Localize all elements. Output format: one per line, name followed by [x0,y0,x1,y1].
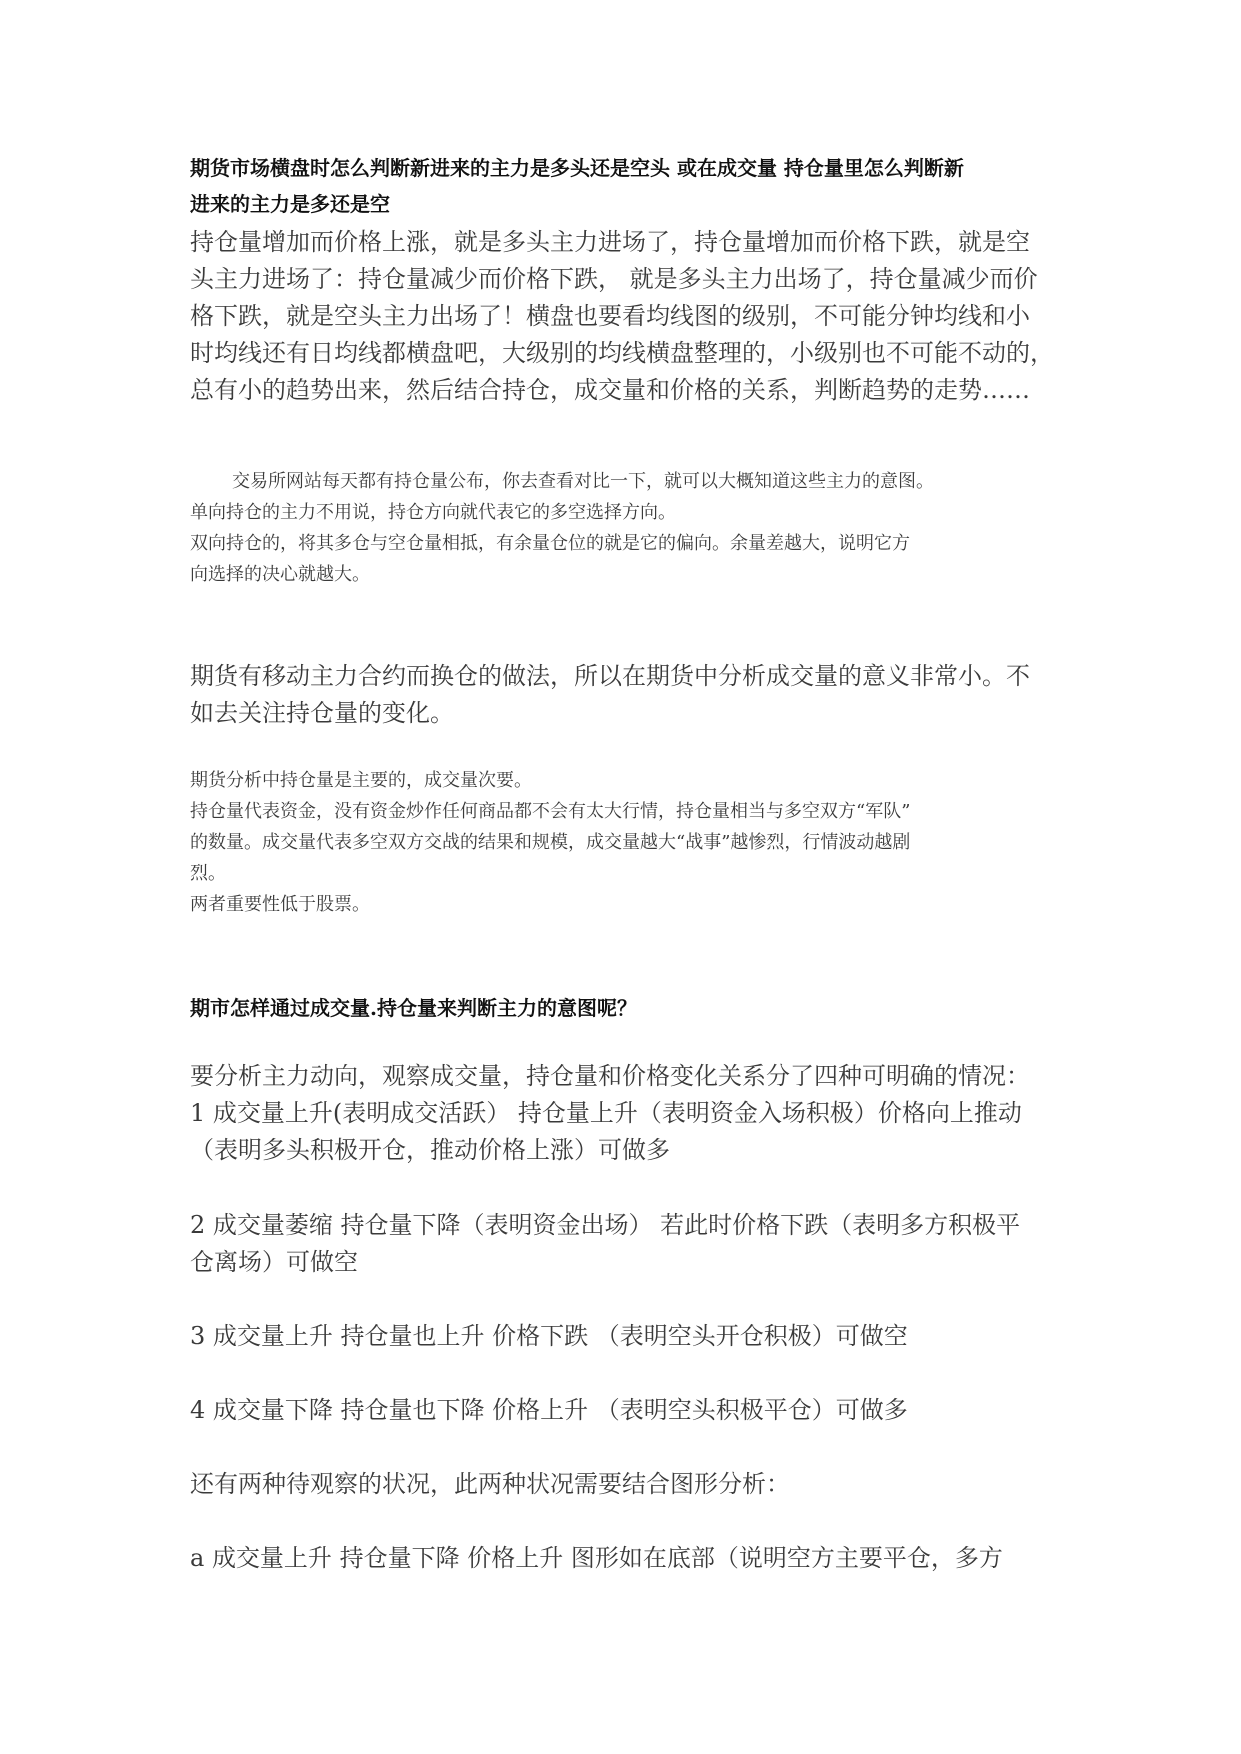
list-item-a [190,1540,1060,1577]
text-line: （表明多头积极开仓，推动价格上涨）可做多 [190,1136,670,1164]
answer-paragraph-4 [190,765,1060,920]
text-line: 2 成交量萎缩 持仓量下降（表明资金出场） 若此时价格下跌（表明多方积极平 [190,1211,1021,1239]
title-line: 进来的主力是多还是空 [190,192,390,216]
answer-paragraph-1 [190,224,1060,409]
text-line: 持仓量代表资金，没有资金炒作任何商品都不会有太大行情，持仓量相当与多空双方“军队” [190,801,911,822]
text-line: 的数量。成交量代表多空双方交战的结果和规模，成交量越大“战事”越惨烈，行情波动越剧 [190,832,911,853]
answer-paragraph-3 [190,658,1060,732]
text-line: 1 成交量上升(表明成交活跃） 持仓量上升（表明资金入场积极）价格向上推动 [190,1099,1022,1127]
text-line: a 成交量上升 持仓量下降 价格上升 图形如在底部（说明空方主要平仓，多方 [190,1544,1003,1572]
text-line: 单向持仓的主力不用说，持仓方向就代表它的多空选择方向。 [190,502,676,523]
text-line: 还有两种待观察的状况，此两种状况需要结合图形分析： [190,1470,790,1498]
text-line: 总有小的趋势出来，然后结合持仓，成交量和价格的关系，判断趋势的走势…… [190,376,1030,404]
text-line: 如去关注持仓量的变化。 [190,699,454,727]
title-line: 期市怎样通过成交量.持仓量来判断主力的意图呢？ [190,996,637,1020]
text-line: 烈。 [190,863,226,884]
text-line: 向选择的决心就越大。 [190,564,370,585]
text-line: 要分析主力动向，观察成交量，持仓量和价格变化关系分了四种可明确的情况： [190,1062,1030,1090]
list-item-2 [190,1207,1060,1281]
title-heading-2 [190,993,1060,1023]
text-line: 持仓量增加而价格上涨，就是多头主力进场了，持仓量增加而价格下跌，就是空 [190,228,1030,256]
text-line: 时均线还有日均线都横盘吧，大级别的均线横盘整理的，小级别也不可能不动的， [190,339,1054,367]
text-line: 仓离场）可做空 [190,1248,358,1276]
title-heading-1 [190,150,1060,222]
text-line: 期货分析中持仓量是主要的，成交量次要。 [190,770,532,791]
text-line: 双向持仓的，将其多仓与空仓量相抵，有余量仓位的就是它的偏向。余量差越大，说明它方 [190,533,910,554]
title-line: 期货市场横盘时怎么判断新进来的主力是多头还是空头 或在成交量 持仓量里怎么判断新 [190,156,964,180]
list-item-4 [190,1392,1060,1429]
list-item-3 [190,1318,1060,1355]
text-line: 两者重要性低于股票。 [190,894,370,915]
answer-paragraph-2 [190,466,1060,590]
text-line: 期货有移动主力合约而换仓的做法，所以在期货中分析成交量的意义非常小。不 [190,662,1030,690]
answer-paragraph-6 [190,1466,1060,1503]
text-line: 4 成交量下降 持仓量也下降 价格上升 （表明空头积极平仓）可做多 [190,1396,908,1424]
text-line: 交易所网站每天都有持仓量公布，你去查看对比一下，就可以大概知道这些主力的意图。 [232,471,934,492]
text-line: 头主力进场了：持仓量减少而价格下跌， 就是多头主力出场了，持仓量减少而价 [190,265,1038,293]
text-line: 格下跌，就是空头主力出场了！横盘也要看均线图的级别，不可能分钟均线和小 [190,302,1030,330]
answer-paragraph-5 [190,1058,1060,1169]
text-line: 3 成交量上升 持仓量也上升 价格下跌 （表明空头开仓积极）可做空 [190,1322,908,1350]
